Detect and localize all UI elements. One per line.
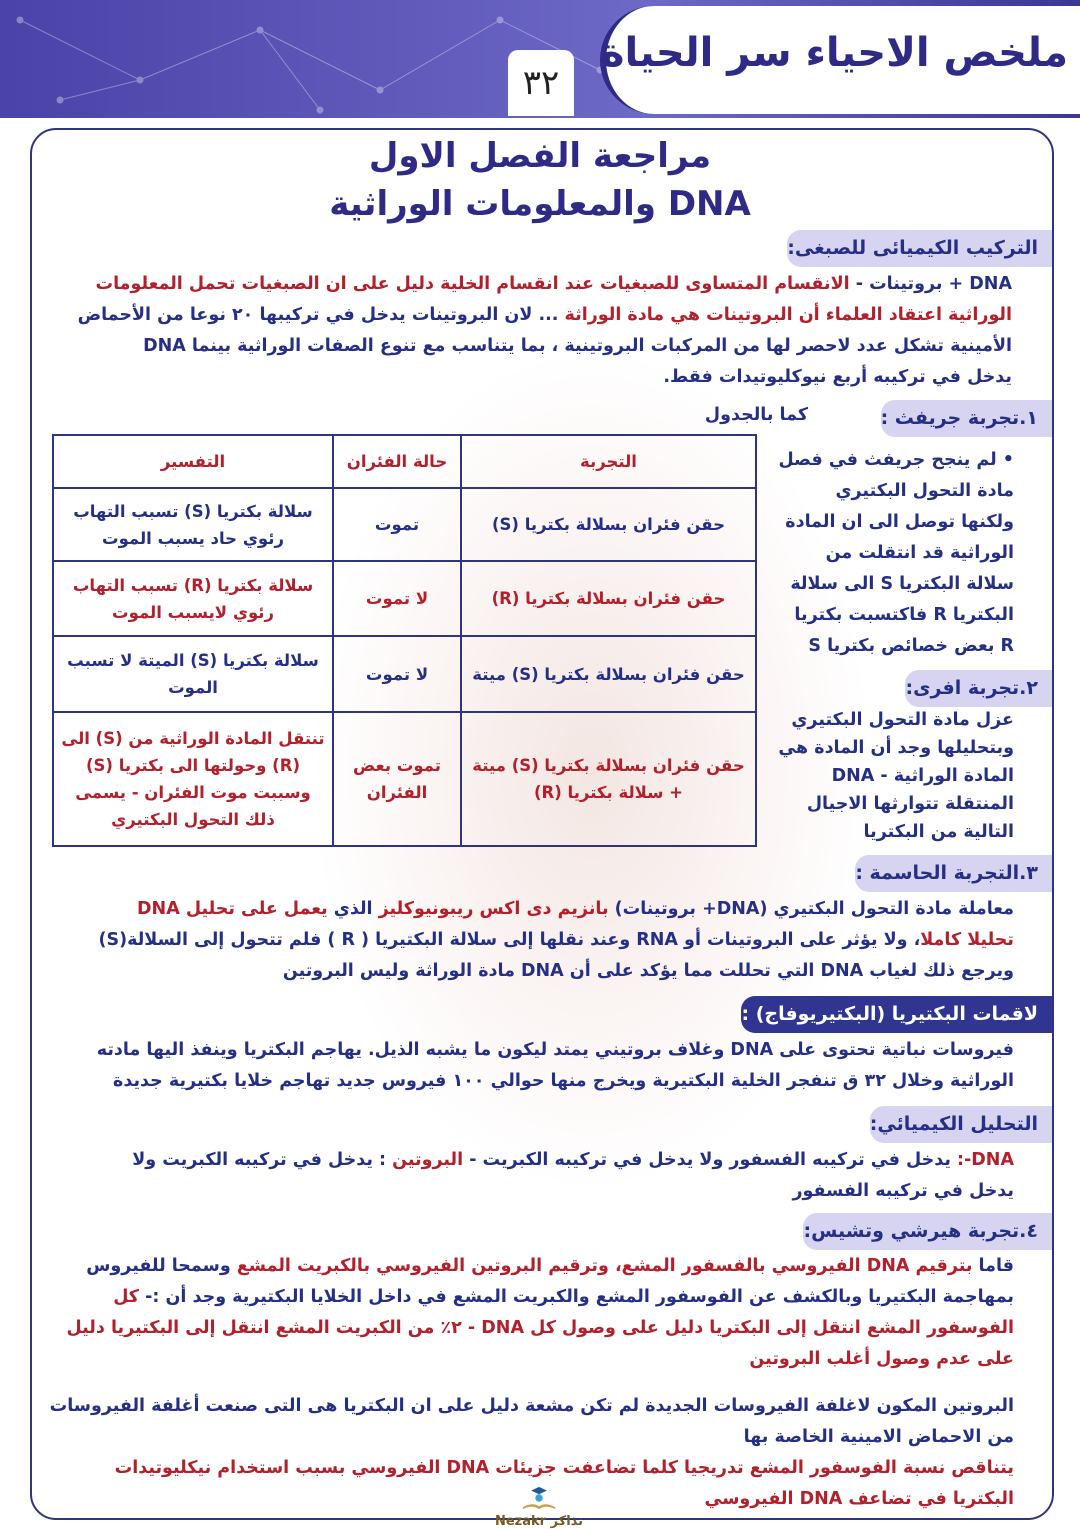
text-line <box>96 274 1012 294</box>
cell-experiment: حقن فئران بسلالة بكتريا (R) <box>461 561 756 636</box>
body-text: عزل مادة التحول البكتيري <box>791 710 1014 730</box>
highlight-text: الوراثية اعتقاد العلماء أن البروتينات هي مادة الوراثة <box>564 305 1012 325</box>
text-line <box>785 512 1014 532</box>
text-line <box>791 710 1014 730</box>
body-text: وبتحليلها وجد أن المادة هي <box>778 738 1014 758</box>
body-text: البكتريا R فاكتسبت بكتريا <box>794 605 1014 625</box>
text-line <box>836 481 1015 501</box>
text-line <box>826 543 1014 563</box>
text-line <box>137 899 1014 919</box>
griffith-note: كما بالجدول <box>704 405 808 425</box>
highlight-text: تحليلا كاملا <box>920 930 1014 950</box>
highlight-text: البروتين <box>392 1150 464 1170</box>
table-row <box>53 561 756 636</box>
text-line <box>78 305 1012 325</box>
body-text: ويرجع ذلك لغياب DNA التي تحللت مما يؤكد على أن DNA مادة الوراثة وليس البروتين <box>282 961 1014 981</box>
text-line <box>749 1349 1014 1369</box>
page-header <box>0 0 1080 118</box>
body-text: من الاحماض الامينية الخاصة بها <box>743 1427 1014 1447</box>
cell-experiment: حقن فئران بسلالة بكتريا (S) ميتة + سلالة بكتريا (R) <box>461 712 756 846</box>
highlight-text: كل <box>113 1287 139 1307</box>
body-text: : يدخل في تركيبه الكبريت ولا <box>132 1150 393 1170</box>
text-line <box>792 1181 1014 1201</box>
cell-explanation: سلالة بكتريا (R) تسبب التهاب رئوي لايسبب الموت <box>53 561 333 636</box>
body-text: الأمينية تشكل عدد لاحصر لها من المركبات البروتينية ، بما يتناسب مع تنوع الصفات الوراثية بينما DNA <box>143 336 1012 356</box>
highlight-text: الانقسام المتساوى للصبغيات عند انقسام الخلية دليل على ان الصبغيات تحمل المعلومات <box>95 274 850 294</box>
body-text: المنتقلة تتوارثها الاجيال <box>806 794 1014 814</box>
body-text: ، ولا يؤثر على البروتينات أو RNA وعند نقلها إلى سلالة البكتيريا ( R ) فلم تتحول إلى السلالة(S) <box>98 930 921 950</box>
text-line <box>807 794 1014 814</box>
header-mice-state: حالة الفئران <box>333 435 461 488</box>
text-line <box>705 1489 1015 1509</box>
page-number: ٣٢ <box>508 50 574 116</box>
highlight-text: على عدم وصول أغلب البروتين <box>749 1349 1014 1369</box>
text-line <box>50 1396 1014 1416</box>
table-row <box>53 488 756 561</box>
graduation-book-icon <box>484 1486 594 1510</box>
text-line <box>113 1287 1014 1307</box>
griffith-table <box>52 434 757 847</box>
cell-mice-state: لا تموت <box>333 636 461 712</box>
body-text: فيروسات نباتية تحتوى على DNA وغلاف بروتيني يمتد ليكون ما يشبه الذيل. يهاجم البكتريا وينفذ اليها مادته <box>96 1040 1014 1060</box>
title-box <box>600 6 1080 114</box>
highlight-text: DNA-: <box>957 1150 1014 1170</box>
body-text: DNA + بروتينات - <box>849 274 1012 294</box>
section-heading-s2: ١.تجربة جريفث : <box>881 400 1052 437</box>
text-line <box>98 930 1014 950</box>
text-line <box>778 738 1014 758</box>
table-row <box>53 636 756 712</box>
text-line <box>97 1040 1014 1060</box>
body-text: الوراثية وخلال ٣٢ ق تنفجر الخلية البكتيرية ويخرج منها حوالي ١٠٠ فيروس جديد تهاجم خلايا بكتيرية جديدة <box>113 1071 1014 1091</box>
text-line <box>778 450 1014 470</box>
text-line <box>794 605 1014 625</box>
body-text: ... لان البروتينات يدخل في تركيبها ٢٠ نوعا من الأحماض <box>77 305 565 325</box>
table-row <box>53 712 756 846</box>
body-text: يدخل في تركيبه الفسفور ولا يدخل في تركيبه الكبريت - <box>463 1150 958 1170</box>
body-text: سلالة البكتريا S الى سلالة <box>790 574 1014 594</box>
body-text: الذي <box>327 899 379 919</box>
text-line <box>86 1256 1014 1276</box>
highlight-text: البكتريا في تضاعف DNA الفيروسي <box>704 1489 1014 1509</box>
text-line <box>283 961 1014 981</box>
text-line <box>143 336 1012 356</box>
highlight-text: يتناقص نسبة الفوسفور المشع تدريجيا كلما تضاعفت جزيئات DNA الفيروسي بسبب استخدام نيكليوتيدات <box>114 1458 1014 1478</box>
text-line <box>663 367 1012 387</box>
table-header-row <box>53 435 756 488</box>
body-text: R بعض خصائص بكتريا S <box>808 636 1014 656</box>
body-text: وسمحا للفيروس <box>86 1256 237 1276</box>
cell-experiment: حقن فئران بسلالة بكتريا (S) ميتة <box>461 636 756 712</box>
text-line <box>864 822 1014 842</box>
body-text: المادة الوراثية - DNA <box>831 766 1014 786</box>
highlight-text: بترقيم DNA الفيروسي بالفسفور المشع، وترقيم البروتين الفيروسي بالكبريت المشع <box>236 1256 973 1276</box>
text-line <box>808 636 1014 656</box>
main-title: مراجعة الفصل الاول <box>368 136 712 176</box>
section-heading-s3: ٢.تجربة افرى: <box>905 670 1052 707</box>
body-text: • لم ينجح جريفث في فصل <box>778 450 1014 470</box>
text-line <box>115 1458 1014 1478</box>
cell-explanation: تنتقل المادة الوراثية من (S) الى (R) وحولتها الى بكتريا (S) وسببت موت الفئران - يسمى ذلك التحول البكتيري <box>53 712 333 846</box>
body-text: يدخل في تركيبه الفسفور <box>792 1181 1014 1201</box>
cell-explanation: سلالة بكتريا (S) الميتة لا تسبب الموت <box>53 636 333 712</box>
section-heading-s7: ٤.تجربة هيرشي وتشيس: <box>803 1213 1052 1250</box>
main-subtitle: DNA والمعلومات الوراثية <box>329 184 751 224</box>
header-explanation: التفسير <box>53 435 333 488</box>
text-line <box>744 1427 1014 1447</box>
highlight-text: يعمل على تحليل DNA <box>137 899 328 919</box>
section-heading-s6: التحليل الكيميائي: <box>870 1106 1052 1143</box>
highlight-text: الفوسفور المشع انتقل إلى البكتريا دليل على وصول كل DNA - ٢٪ من الكبريت المشع انتقل إلى البكتيريا دليل <box>66 1318 1014 1338</box>
cell-experiment: حقن فئران بسلالة بكتريا (S) <box>461 488 756 561</box>
body-text: معاملة مادة التحول البكتيري (DNA+ بروتينات) <box>608 899 1014 919</box>
logo-text: Nezakr نذاكر <box>494 1514 584 1529</box>
cell-explanation: سلالة بكتريا (S) تسبب التهاب رئوي حاد يسبب الموت <box>53 488 333 561</box>
body-text: البروتين المكون لاغلفة الفيروسات الجديدة لم تكن مشعة دليل على ان البكتريا هى التى صنعت أغلفة الفيروسات <box>49 1396 1014 1416</box>
section-heading-s1: التركيب الكيميائى للصبغى: <box>787 230 1052 267</box>
section-heading-s4: ٣.التجربة الحاسمة : <box>855 855 1052 892</box>
section-heading-s5: لاقمات البكتيريا (البكتيريوفاج) : <box>741 996 1052 1033</box>
body-text: ولكنها توصل الى ان المادة <box>785 512 1014 532</box>
body-text: مادة التحول البكتيري <box>835 481 1014 501</box>
cell-mice-state: تموت <box>333 488 461 561</box>
text-line <box>832 766 1014 786</box>
body-text: التالية من البكتريا <box>863 822 1014 842</box>
highlight-text: بانزيم دى اكس ريبونيوكليز <box>378 899 609 919</box>
cell-mice-state: تموت بعض الفئران <box>333 712 461 846</box>
header-title: ملخص الاحياء سر الحياة <box>600 30 1068 76</box>
header-experiment: التجربة <box>461 435 756 488</box>
text-line <box>790 574 1014 594</box>
body-text: الوراثية قد انتقلت من <box>825 543 1014 563</box>
text-line <box>113 1071 1014 1091</box>
text-line <box>132 1150 1014 1170</box>
body-text: بمهاجمة البكتيريا وبالكشف عن الفوسفور المشع والكبريت المشع في داخل الخلايا البكتيرية وجد أن :- <box>139 1287 1014 1307</box>
body-text: قاما <box>972 1256 1014 1276</box>
cell-mice-state: لا تموت <box>333 561 461 636</box>
nezakr-logo <box>484 1486 594 1529</box>
text-line <box>67 1318 1014 1338</box>
body-text: يدخل في تركيبه أربع نيوكليوتيدات فقط. <box>663 367 1012 387</box>
